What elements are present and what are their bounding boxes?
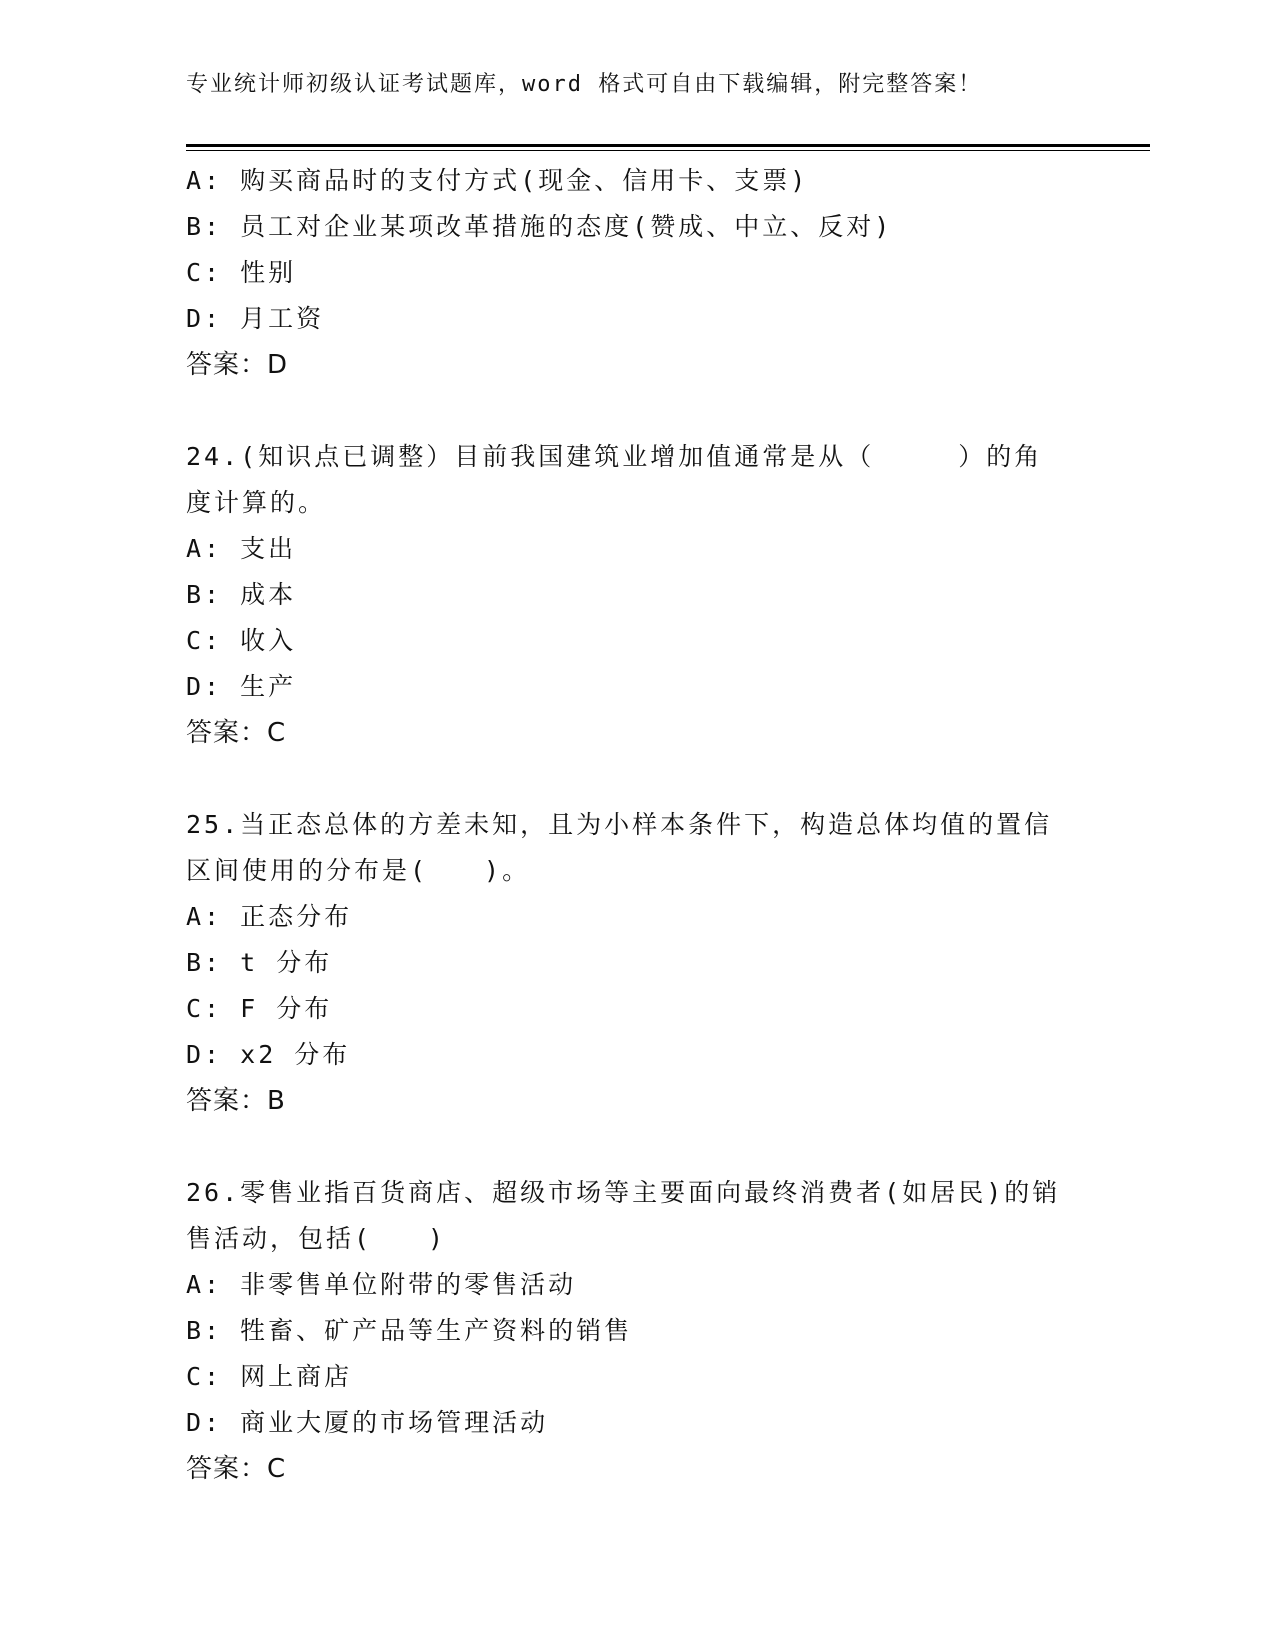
- option-c: C: 网上商店: [186, 1362, 353, 1391]
- question-stem-line-1: 26.零售业指百货商店、超级市场等主要面向最终消费者(如居民)的销: [186, 1178, 1061, 1207]
- page-header: 专业统计师初级认证考试题库，word 格式可自由下载编辑，附完整答案！: [186, 72, 983, 97]
- question-25: [186, 802, 1086, 1124]
- header-rule-thin: [186, 150, 1150, 151]
- question-26: [186, 1170, 1086, 1492]
- option-c: C: F 分布: [186, 994, 333, 1023]
- answer: 答案：C: [186, 1454, 287, 1484]
- option-a: A: 正态分布: [186, 902, 353, 931]
- answer: 答案：C: [186, 718, 287, 748]
- option-b: B: t 分布: [186, 948, 333, 977]
- answer: 答案：D: [186, 350, 289, 380]
- option-d: D: 生产: [186, 672, 297, 701]
- option-b: B: 牲畜、矿产品等生产资料的销售: [186, 1316, 633, 1345]
- question-23: [186, 158, 1086, 388]
- option-b: B: 员工对企业某项改革措施的态度(赞成、中立、反对): [186, 212, 893, 241]
- option-d: D: 月工资: [186, 304, 325, 333]
- question-stem-line-1: 24.(知识点已调整）目前我国建筑业增加值通常是从（ ）的角: [186, 442, 1043, 471]
- answer: 答案：B: [186, 1086, 286, 1116]
- question-stem-line-2: 区间使用的分布是( )。: [186, 856, 531, 885]
- question-stem-line-2: 售活动，包括( ): [186, 1224, 447, 1253]
- header-rule-thick: [186, 144, 1150, 147]
- option-d: D: x2 分布: [186, 1040, 351, 1069]
- option-b: B: 成本: [186, 580, 297, 609]
- question-stem-line-2: 度计算的。: [186, 488, 327, 517]
- question-24: [186, 434, 1086, 756]
- question-list: [186, 158, 1086, 1492]
- option-a: A: 非零售单位附带的零售活动: [186, 1270, 577, 1299]
- option-a: A: 购买商品时的支付方式(现金、信用卡、支票): [186, 166, 809, 195]
- option-c: C: 性别: [186, 258, 297, 287]
- option-d: D: 商业大厦的市场管理活动: [186, 1408, 549, 1437]
- option-a: A: 支出: [186, 534, 297, 563]
- question-stem-line-1: 25.当正态总体的方差未知，且为小样本条件下，构造总体均值的置信: [186, 810, 1053, 839]
- option-c: C: 收入: [186, 626, 297, 655]
